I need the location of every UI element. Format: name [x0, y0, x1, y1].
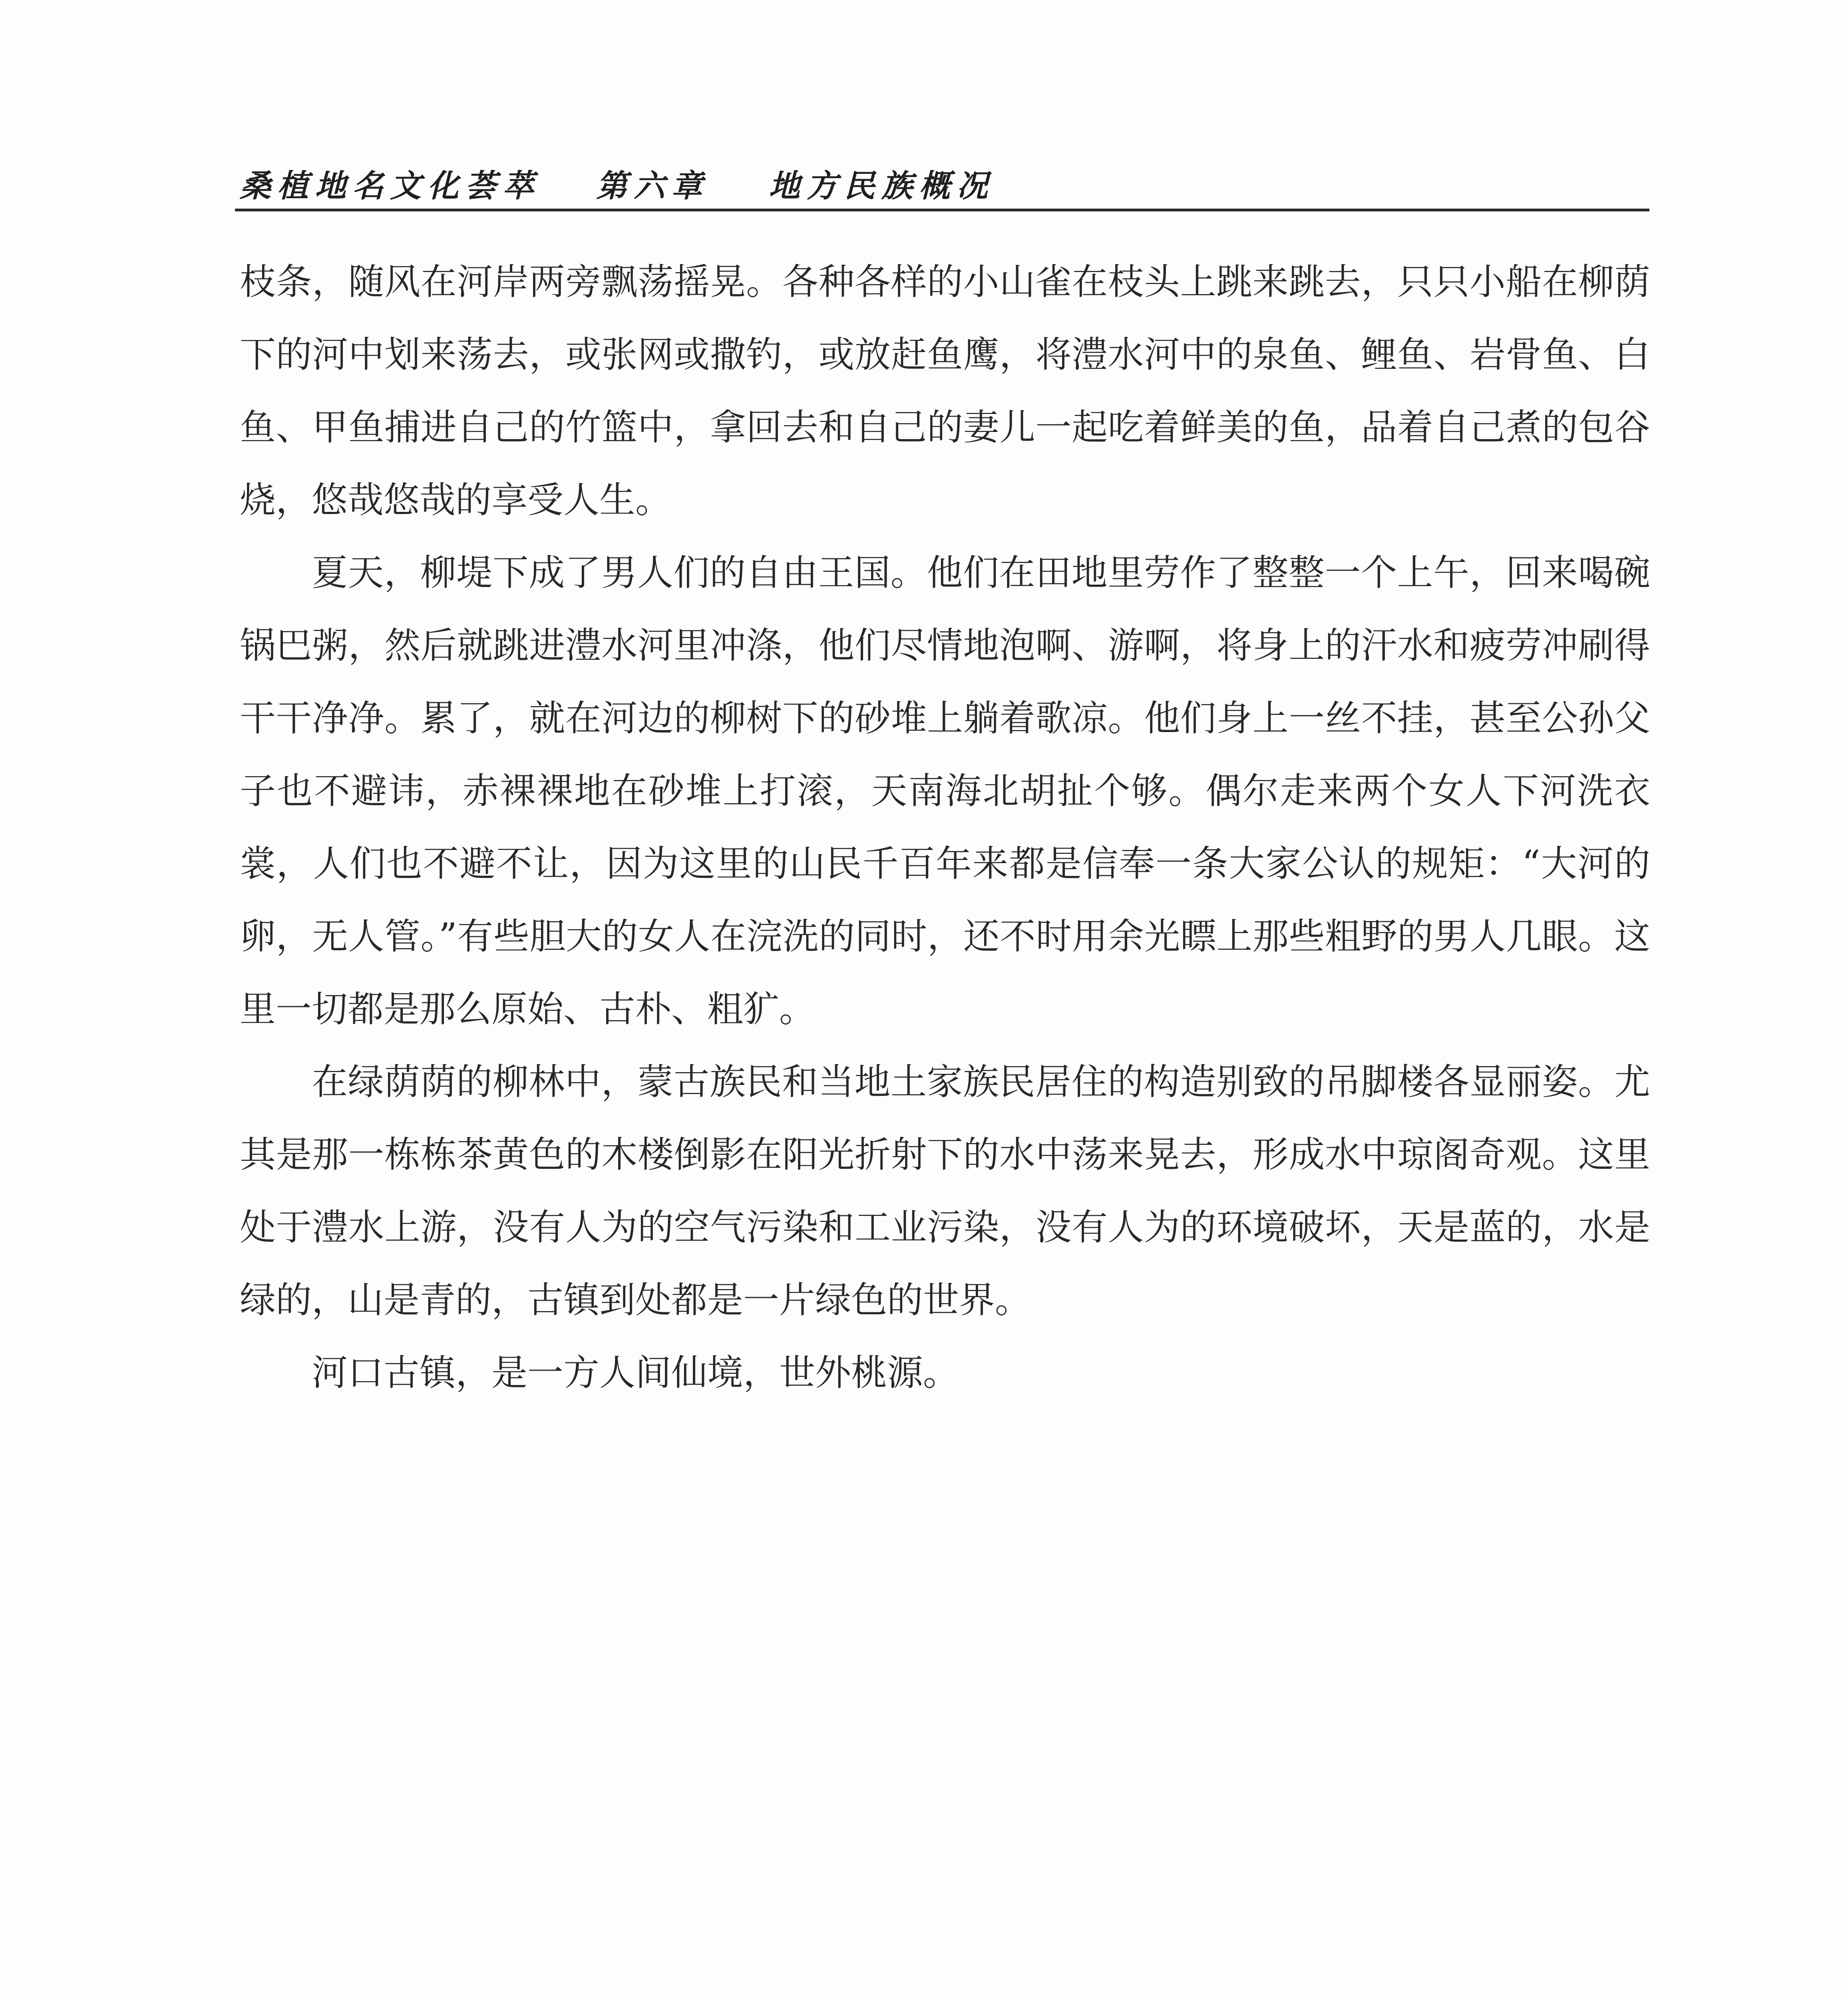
paragraph-willow-forest: 在绿荫荫的柳林中，蒙古族民和当地土家族民居住的构造别致的吊脚楼各显丽姿。尤其是那一栋栋茶黄色的木楼倒影在阳光折射下的水中荡来晃去，形成水中琼阁奇观。这里处于澧水上游，没有人为的空气污染和工业污染，没有人为的环境破坏，天是蓝的，水是绿的，山是青的，古镇到处都是一片绿色的世界。: [240, 1061, 1650, 1321]
header-divider: [235, 209, 1649, 211]
paragraph-continued: 枝条，随风在河岸两旁飘荡摇晃。各种各样的小山雀在枝头上跳来跳去，只只小船在柳荫下的河中划来荡去，或张网或撒钓，或放赶鱼鹰，将澧水河中的泉鱼、鲤鱼、岩骨鱼、白鱼、甲鱼捕进自己的竹篮中，拿回去和自己的妻儿一起吃着鲜美的鱼，品着自己煮的包谷烧，悠哉悠哉的享受人生。: [240, 261, 1650, 521]
running-header: [240, 154, 994, 206]
paragraph-summer: 夏天，柳堤下成了男人们的自由王国。他们在田地里劳作了整整一个上午，回来喝碗锅巴粥，然后就跳进澧水河里冲涤，他们尽情地泡啊、游啊，将身上的汗水和疲劳冲刷得干干净净。累了，就在河边的柳树下的砂堆上躺着歌凉。他们身上一丝不挂，甚至公孙父子也不避讳，赤裸裸地在砂堆上打滚，天南海北胡扯个够。偶尔走来两个女人下河洗衣裳，人们也不避不让，因为这里的山民千百年来都是信奉一条大家公认的规矩：“大河的卵，无人管。”有些胆大的女人在浣洗的同时，还不时用余光瞟上那些粗野的男人几眼。这里一切都是那么原始、古朴、粗犷。: [240, 552, 1650, 1030]
body-text: [240, 246, 1650, 1409]
book-title: 桑植地名文化荟萃: [240, 168, 541, 204]
chapter-title: 地方民族概况: [769, 168, 995, 204]
paragraph-conclusion: 河口古镇，是一方人间仙境，世外桃源。: [312, 1352, 959, 1394]
chapter-label: 第六章: [596, 168, 709, 204]
